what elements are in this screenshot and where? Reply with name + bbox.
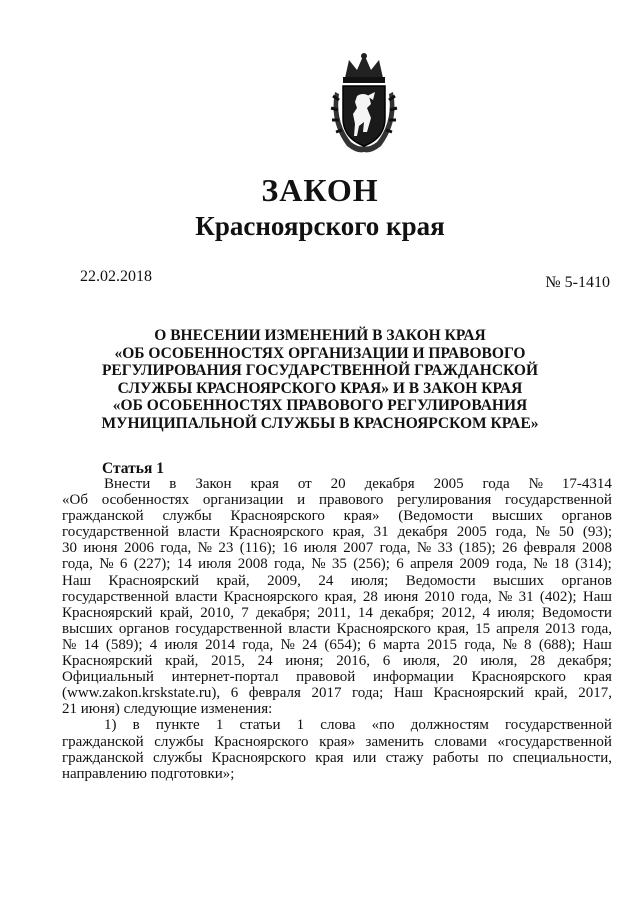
article-line: № 14 (589); 4 июля 2014 года, № 24 (654); 6 марта 2015 года, № 8 (688); Наш bbox=[62, 636, 612, 653]
law-heading bbox=[0, 327, 640, 433]
heading-line: «ОБ ОСОБЕННОСТЯХ ПРАВОВОГО РЕГУЛИРОВАНИЯ bbox=[112, 397, 528, 415]
document-title: ЗАКОН bbox=[261, 172, 379, 208]
document-number: № 5-1410 bbox=[545, 274, 610, 291]
article-line: Красноярский край, 2010, 7 декабря; 2011, 14 декабря; 2012, 4 июля; Ведомости bbox=[62, 604, 612, 621]
article-line: года, № 6 (227); 14 июля 2008 года, № 35 (256); 6 апреля 2009 года, № 18 (314); bbox=[62, 556, 612, 573]
article-line: 1) в пункте 1 статьи 1 слова «по должностям государственной bbox=[104, 717, 612, 734]
article-line: Официальный интернет-портал правовой информации Красноярского края bbox=[62, 669, 612, 686]
article-line: 21 июня) следующие изменения: bbox=[62, 701, 273, 718]
article-line: направлению подготовки»; bbox=[62, 765, 235, 782]
article-line: государственной власти Красноярского края, 28 июня 2010 года, № 31 (402); Наш bbox=[62, 588, 612, 605]
heading-line: «ОБ ОСОБЕННОСТЯХ ОРГАНИЗАЦИИ И ПРАВОВОГО bbox=[114, 344, 526, 362]
article-line: Наш Красноярский край, 2009, 24 июля; Ведомости высших органов bbox=[62, 572, 612, 589]
article-line: Внести в Закон края от 20 декабря 2005 года № 17-4314 bbox=[104, 476, 612, 492]
article-line: (www.zakon.krskstate.ru), 6 февраля 2017 года; Наш Красноярский край, 2017, bbox=[62, 685, 612, 702]
document-subtitle: Красноярского края bbox=[195, 211, 445, 241]
article-body bbox=[62, 476, 612, 782]
article-line: Красноярский край, 2015, 24 июня; 2016, 6 июля, 20 июля, 28 декабря; bbox=[62, 653, 612, 670]
heading-line: МУНИЦИПАЛЬНОЙ СЛУЖБЫ В КРАСНОЯРСКОМ КРАЕ» bbox=[101, 414, 539, 432]
article-line: «Об особенностях организации и правового регулирования государственной bbox=[62, 492, 612, 509]
document-date: 22.02.2018 bbox=[80, 268, 152, 285]
article-line: гражданской службы Красноярского края или стажу работы по специальности, bbox=[62, 749, 612, 766]
article-line: гражданской службы Красноярского края» заменить словами «государственной bbox=[62, 733, 612, 750]
article-line: высших органов государственной власти Красноярского края, 15 апреля 2013 года, bbox=[62, 620, 612, 637]
article-title: Статья 1 bbox=[102, 460, 164, 477]
article-line: государственной власти Красноярского края, 31 декабря 2005 года, № 50 (93); bbox=[62, 524, 612, 541]
heading-line: РЕГУЛИРОВАНИЯ ГОСУДАРСТВЕННОЙ ГРАЖДАНСКОЙ bbox=[101, 362, 539, 380]
article-line: 30 июня 2006 года, № 23 (116); 16 июля 2007 года, № 33 (185); 26 февраля 2008 bbox=[62, 540, 612, 557]
heading-line: О ВНЕСЕНИИ ИЗМЕНЕНИЙ В ЗАКОН КРАЯ bbox=[154, 327, 486, 344]
heading-line: СЛУЖБЫ КРАСНОЯРСКОГО КРАЯ» И В ЗАКОН КРАЯ bbox=[117, 379, 523, 397]
coat-of-arms-icon bbox=[327, 52, 401, 156]
article-line: гражданской службы Красноярского края» (Ведомости высших органов bbox=[62, 508, 612, 525]
